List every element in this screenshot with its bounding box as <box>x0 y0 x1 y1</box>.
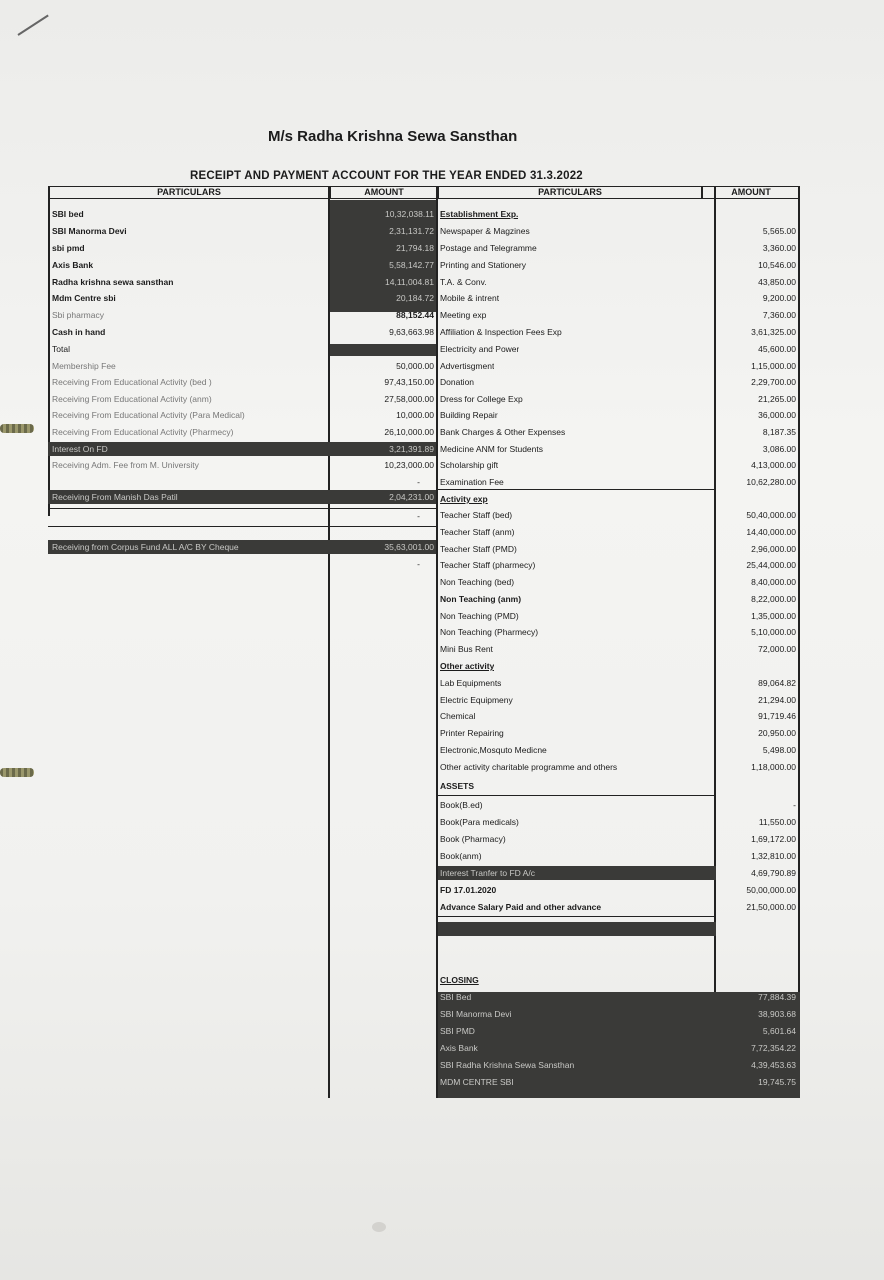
payment-label: Mini Bus Rent <box>440 644 493 654</box>
rule <box>798 186 800 1098</box>
payment-amount: 21,294.00 <box>758 695 796 705</box>
payment-label: Electricity and Power <box>440 344 520 354</box>
payment-label: Book(anm) <box>440 851 482 861</box>
payment-label: Lab Equipments <box>440 678 502 688</box>
payment-amount: 91,719.46 <box>758 711 796 721</box>
payment-amount: 4,13,000.00 <box>751 460 796 470</box>
payment-amount: 3,61,325.00 <box>751 327 796 337</box>
payment-amount: 14,40,000.00 <box>746 527 796 537</box>
payment-amount: 45,600.00 <box>758 344 796 354</box>
payment-amount: 10,546.00 <box>758 260 796 270</box>
payment-amount: 21,265.00 <box>758 394 796 404</box>
receipt-label: SBI bed <box>52 209 84 219</box>
payment-label: Affiliation & Inspection Fees Exp <box>440 327 562 337</box>
payment-label: Book(Para medicals) <box>440 817 519 827</box>
closing-amount: 5,601.64 <box>762 1026 796 1036</box>
payment-amount: 3,360.00 <box>762 243 796 253</box>
payment-label: FD 17.01.2020 <box>440 885 497 895</box>
receipt-amount: 35,63,001.00 <box>384 542 434 552</box>
payment-label: Book(B.ed) <box>440 800 483 810</box>
payment-amount: - <box>793 800 796 810</box>
payment-label: Newspaper & Magzines <box>440 226 530 236</box>
closing-heading: CLOSING <box>440 975 479 985</box>
receipt-label: Receiving From Educational Activity (Pharmecy) <box>52 427 234 437</box>
payment-label: Chemical <box>440 711 476 721</box>
rule <box>438 916 716 917</box>
closing-amount: 7,72,354.22 <box>751 1043 796 1053</box>
receipt-amount: 10,23,000.00 <box>384 460 434 470</box>
payment-label: Teacher Staff (anm) <box>440 527 515 537</box>
payment-amount: 3,086.00 <box>762 444 796 454</box>
payment-amount: 20,950.00 <box>758 728 796 738</box>
receipt-amount: 10,000.00 <box>396 410 434 420</box>
payment-amount: 2,96,000.00 <box>751 544 796 554</box>
receipt-label: Axis Bank <box>52 260 94 270</box>
closing-label: SBI Radha Krishna Sewa Sansthan <box>440 1060 575 1070</box>
payment-label: Interest Tranfer to FD A/c <box>440 868 535 878</box>
payment-heading: Establishment Exp. <box>440 209 519 219</box>
payment-label: Advance Salary Paid and other advance <box>440 902 602 912</box>
payment-label: Teacher Staff (PMD) <box>440 544 517 554</box>
payment-label: Book (Pharmacy) <box>440 834 506 844</box>
receipt-label: Mdm Centre sbi <box>52 293 116 303</box>
receipt-amount: 14,11,004.81 <box>385 277 434 287</box>
receipt-label: Receiving From Educational Activity (Para Medical) <box>52 410 245 420</box>
payment-label: Other activity charitable programme and others <box>440 762 618 772</box>
receipt-amount: 21,794.18 <box>396 243 434 253</box>
payment-label: Teacher Staff (bed) <box>440 510 513 520</box>
closing-amount: 19,745.75 <box>758 1077 796 1087</box>
receipt-amount: 2,31,131.72 <box>389 226 434 236</box>
payment-label: Printer Repairing <box>440 728 504 738</box>
receipt-label: sbi pmd <box>52 243 85 253</box>
payment-amount: 50,00,000.00 <box>746 885 796 895</box>
closing-label: MDM CENTRE SBI <box>440 1077 514 1087</box>
right-particulars-header: PARTICULARS <box>438 186 702 199</box>
receipt-label: Receiving from Corpus Fund ALL A/C BY Cheque <box>52 542 239 552</box>
binder-ring-top <box>0 424 34 433</box>
receipt-label: Total <box>52 344 70 354</box>
payment-label: Dress for College Exp <box>440 394 523 404</box>
receipt-label: Receiving Adm. Fee from M. University <box>52 460 199 470</box>
payment-label: Non Teaching (Pharmecy) <box>440 627 539 637</box>
closing-label: SBI Manorma Devi <box>440 1009 512 1019</box>
pen-mark <box>17 15 48 36</box>
receipt-amount: 26,10,000.00 <box>384 427 434 437</box>
rule <box>436 186 438 1098</box>
receipt-label: Sbi pharmacy <box>52 310 104 320</box>
payment-label: Electronic,Mosquto Medicne <box>440 745 547 755</box>
receipt-amount: 50,000.00 <box>396 361 434 371</box>
receipt-amount: - <box>417 477 420 487</box>
payment-label: Donation <box>440 377 475 387</box>
payment-amount: 8,40,000.00 <box>751 577 796 587</box>
payment-amount: 1,32,810.00 <box>751 851 796 861</box>
payment-amount: 72,000.00 <box>758 644 796 654</box>
payment-amount: 9,200.00 <box>762 293 796 303</box>
receipt-amount: 88,152.44 <box>396 310 434 320</box>
payment-amount: 11,550.00 <box>758 817 796 827</box>
payment-label: Medicine ANM for Students <box>440 444 543 454</box>
payment-label: Non Teaching (bed) <box>440 577 515 587</box>
right-amount-header: AMOUNT <box>702 186 800 199</box>
payment-label: Examination Fee <box>440 477 504 487</box>
receipt-amount: 5,58,142.77 <box>389 260 434 270</box>
receipt-amount: 97,43,150.00 <box>384 377 434 387</box>
receipt-amount: 3,21,391.89 <box>389 444 434 454</box>
payment-amount: 36,000.00 <box>758 410 796 420</box>
payment-amount: 10,62,280.00 <box>746 477 796 487</box>
payment-label: T.A. & Conv. <box>440 277 487 287</box>
payment-amount: 21,50,000.00 <box>746 902 796 912</box>
payment-amount: 4,69,790.89 <box>751 868 796 878</box>
payment-amount: 7,360.00 <box>762 310 796 320</box>
payment-amount: 1,69,172.00 <box>751 834 796 844</box>
statement-title: RECEIPT AND PAYMENT ACCOUNT FOR THE YEAR ENDED 31.3.2022 <box>190 170 583 182</box>
payment-amount: 8,187.35 <box>762 427 796 437</box>
payment-amount: 50,40,000.00 <box>746 510 796 520</box>
closing-label: SBI Bed <box>440 992 472 1002</box>
shaded-row <box>438 922 716 936</box>
receipt-label: Membership Fee <box>52 361 116 371</box>
payment-heading: ASSETS <box>440 781 475 791</box>
payment-label: Non Teaching (PMD) <box>440 611 519 621</box>
receipt-amount: - <box>417 559 420 569</box>
payment-amount: 1,15,000.00 <box>751 361 796 371</box>
receipt-amount: 2,04,231.00 <box>389 492 434 502</box>
payment-label: Electric Equipmeny <box>440 695 513 705</box>
rule <box>48 186 50 516</box>
receipt-label: Cash in hand <box>52 327 106 337</box>
shaded-total <box>330 344 436 356</box>
receipt-label: SBI Manorma Devi <box>52 226 127 236</box>
payment-label: Postage and Telegramme <box>440 243 537 253</box>
left-amount-header: AMOUNT <box>330 186 438 199</box>
closing-amount: 77,884.39 <box>758 992 796 1002</box>
binder-ring-bottom <box>0 768 34 777</box>
receipt-label: Interest On FD <box>52 444 108 454</box>
payment-label: Building Repair <box>440 410 498 420</box>
payment-amount: 43,850.00 <box>758 277 796 287</box>
payment-amount: 5,10,000.00 <box>751 627 796 637</box>
left-particulars-header: PARTICULARS <box>48 186 330 199</box>
payment-amount: 25,44,000.00 <box>746 560 796 570</box>
payment-amount: 2,29,700.00 <box>751 377 796 387</box>
payment-amount: 89,064.82 <box>758 678 796 688</box>
payment-label: Advertisgment <box>440 361 495 371</box>
receipt-amount: - <box>417 511 420 521</box>
payment-label: Non Teaching (anm) <box>440 594 522 604</box>
payment-amount: 5,498.00 <box>762 745 796 755</box>
payment-label: Meeting exp <box>440 310 487 320</box>
payment-label: Mobile & intrent <box>440 293 500 303</box>
payment-amount: 5,565.00 <box>762 226 796 236</box>
rule <box>438 795 716 796</box>
closing-label: Axis Bank <box>440 1043 478 1053</box>
payment-label: Scholarship gift <box>440 460 499 470</box>
closing-amount: 38,903.68 <box>758 1009 796 1019</box>
payment-label: Bank Charges & Other Expenses <box>440 427 566 437</box>
payment-amount: 1,18,000.00 <box>751 762 796 772</box>
closing-amount: 4,39,453.63 <box>751 1060 796 1070</box>
organisation-title: M/s Radha Krishna Sewa Sansthan <box>268 128 518 145</box>
payment-label: Teacher Staff (pharmecy) <box>440 560 536 570</box>
receipt-amount: 10,32,038.11 <box>385 209 434 219</box>
receipt-amount: 9,63,663.98 <box>389 327 434 337</box>
receipt-label: Radha krishna sewa sansthan <box>52 277 174 287</box>
receipt-label: Receiving From Educational Activity (anm) <box>52 394 212 404</box>
payment-amount: 1,35,000.00 <box>751 611 796 621</box>
payment-amount: 8,22,000.00 <box>751 594 796 604</box>
smudge <box>372 1222 386 1232</box>
rule <box>48 526 436 527</box>
payment-label: Printing and Stationery <box>440 260 526 270</box>
receipt-label: Receiving From Manish Das Patil <box>52 492 178 502</box>
closing-label: SBI PMD <box>440 1026 475 1036</box>
receipt-amount: 20,184.72 <box>396 293 434 303</box>
payment-heading: Activity exp <box>440 494 488 504</box>
receipt-payment-table <box>48 186 800 1098</box>
receipt-label: Receiving From Educational Activity (bed ) <box>52 377 212 387</box>
receipt-amount: 27,58,000.00 <box>384 394 434 404</box>
payment-heading: Other activity <box>440 661 495 671</box>
